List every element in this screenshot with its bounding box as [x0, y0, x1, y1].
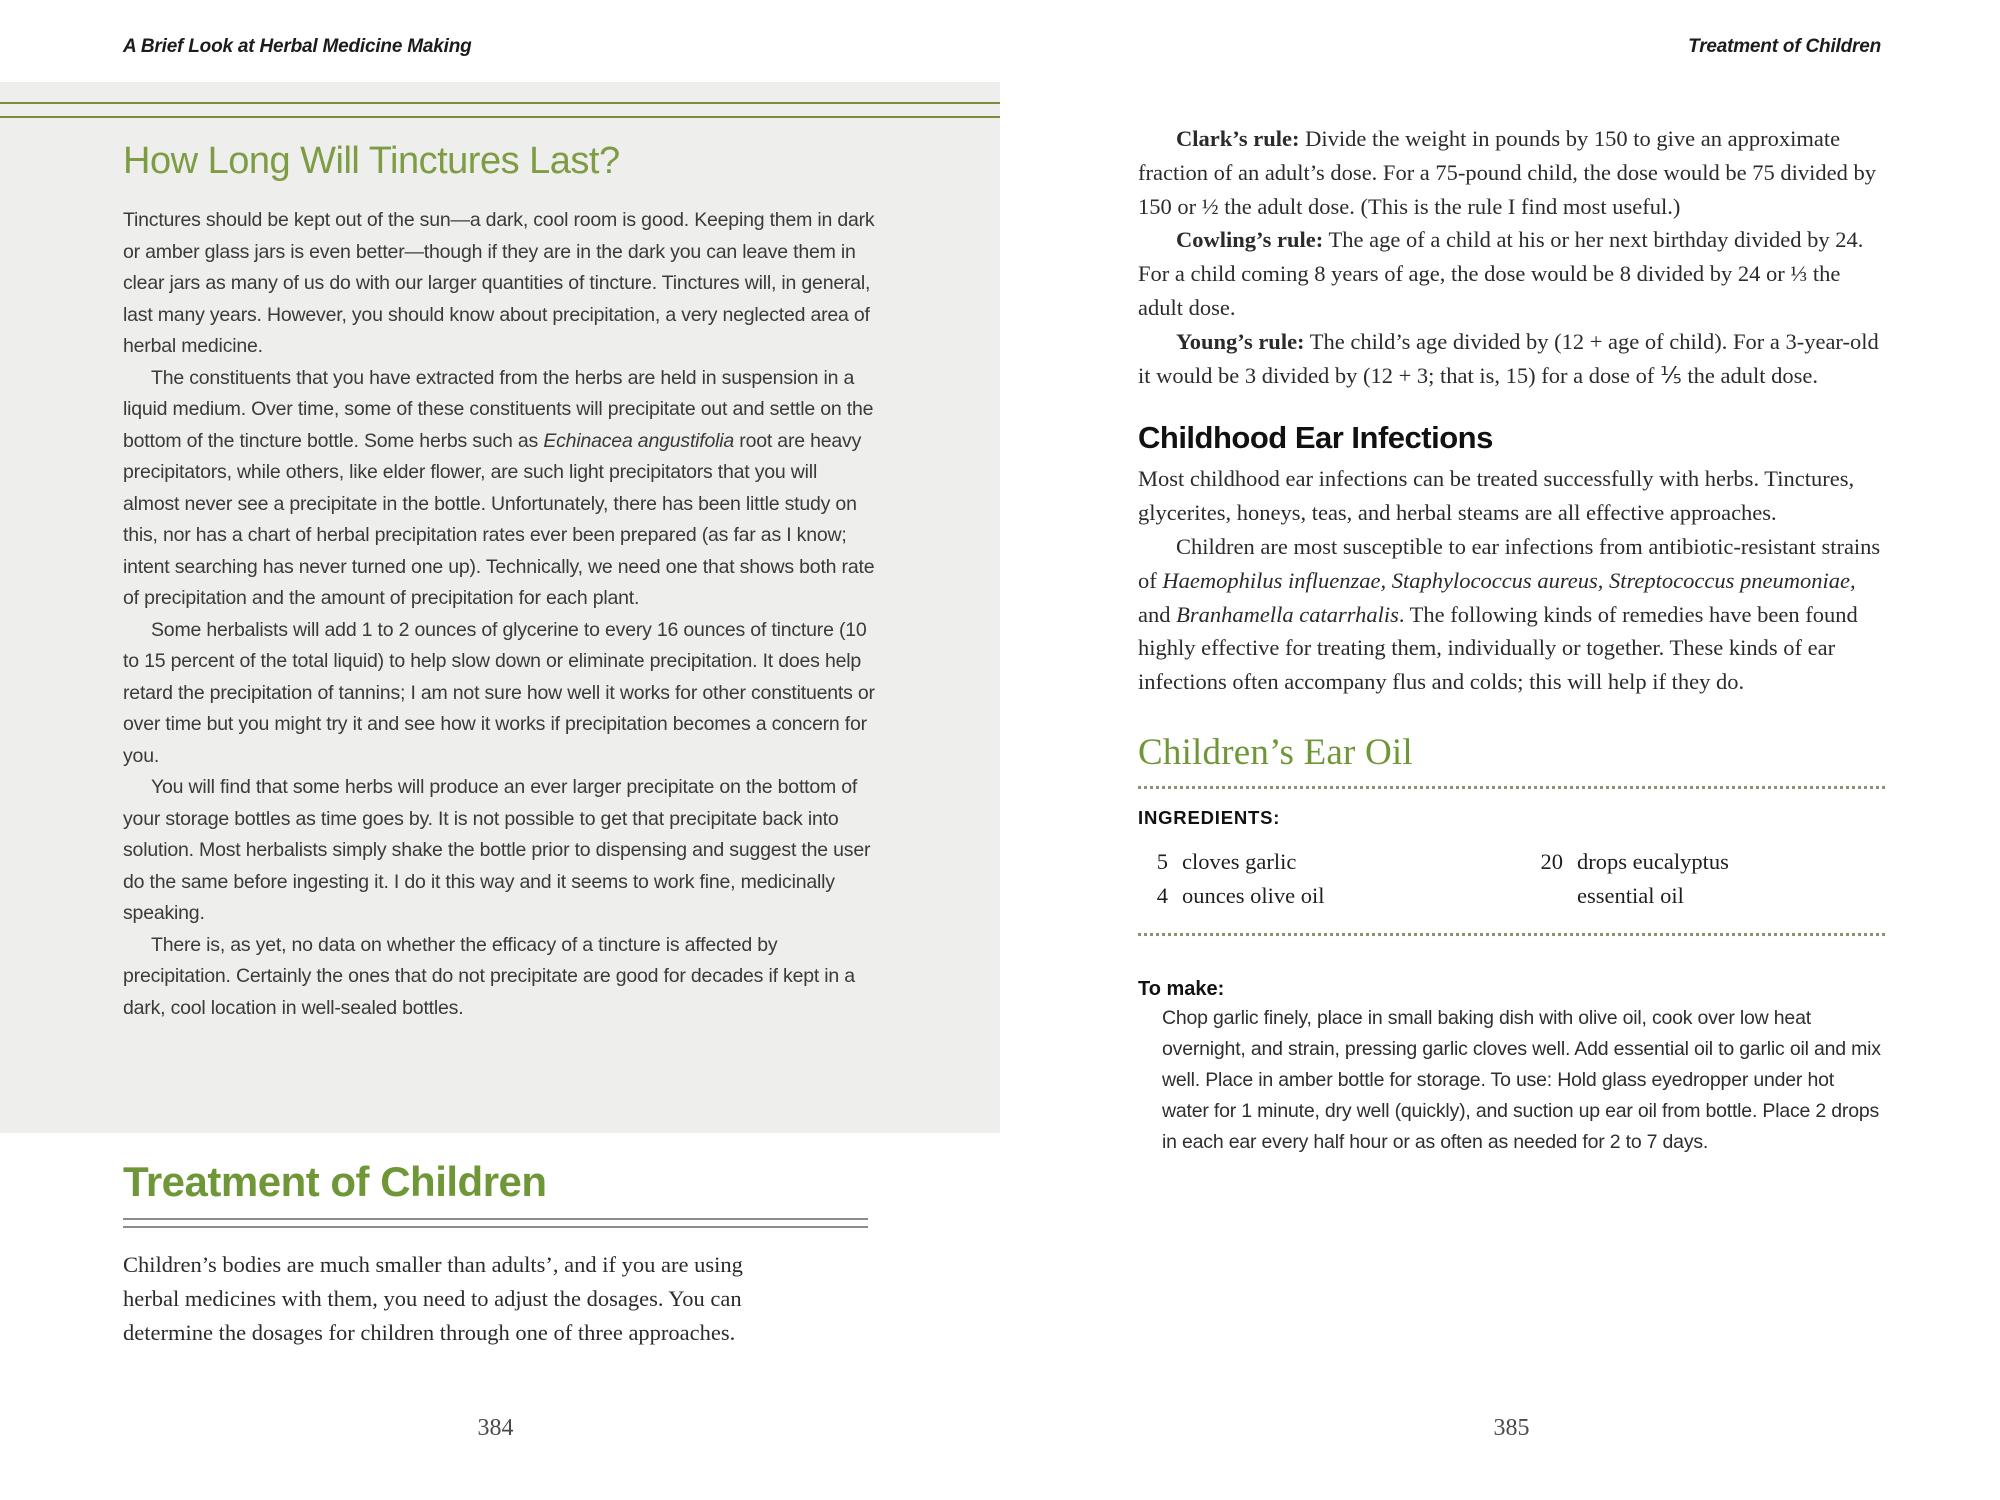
rule-label: Clark’s rule:: [1176, 126, 1300, 151]
box-paragraph-4: You will find that some herbs will produce an ever larger precipitate on the bottom of your storage bottles as time goes by. It is not possible to get that precipitate back into solution. Most herbalists simply shake the bottle prior to dispensing and suggest the user do the same before ingesting it. I do it this way and it seems to work fine, medicinally speaking.: [123, 776, 871, 924]
box-paragraph-3: Some herbalists will add 1 to 2 ounces of glycerine to every 16 ounces of tincture (10 to 15 percent of the total liquid) to help slow down or eliminate precipitation. It does help retard the precipitation of tannins; I am not sure how well it works for other constituents or over time but you might try it and see how it works if precipitation becomes a concern for you.: [123, 618, 875, 767]
recipe-heading: Children’s Ear Oil: [1138, 731, 1413, 773]
latin-name-italic: Branhamella catarrhalis: [1176, 601, 1399, 627]
rule-text: Divide the weight in pounds by 150 to give an approximate fraction of an adult’s dose. For a 75-pound child, the dose would be 75 divided by 150 or ½ the adult dose. (This is the rule I find most useful.): [1138, 126, 1876, 219]
latin-name-italic: Staphylococcus aureus,: [1391, 567, 1604, 593]
box-paragraph-2: [123, 363, 875, 615]
page-number-right: 385: [1493, 1415, 1530, 1441]
rule-text: The child’s age divided by (12 + age of child). For a 3-year-old it would be 3 divided by (12 + 3; that is, 15) for a dose of ⅕ the adult dose.: [1138, 328, 1879, 388]
dotted-divider-bottom: [1138, 933, 1885, 936]
rule-label: Young’s rule:: [1176, 328, 1305, 354]
clarks-rule-paragraph: [1138, 122, 1885, 223]
ear-infections-paragraph-2: [1138, 530, 1885, 699]
rule-text: The age of a child at his or her next birthday divided by 24. For a child coming 8 years of age, the dose would be 8 divided by 24 or ⅓ the adult dose.: [1138, 227, 1864, 320]
box-heading: How Long Will Tinctures Last?: [123, 140, 620, 182]
box-top-rules: [0, 102, 1000, 118]
to-make-label: To make:: [1138, 977, 1225, 1000]
chapter-heading: Treatment of Children: [123, 1158, 547, 1205]
ingredient-row: [1138, 879, 1523, 913]
running-head-right: Treatment of Children: [1688, 36, 1881, 57]
ingredient-qty: 4: [1156, 882, 1168, 908]
ingredients-list: [1138, 845, 1885, 913]
paragraph-text: . The following kinds of remedies have been found highly effective for treating them, individually or together. These kinds of ear infections often accompany flus and colds; this will help if they do.: [1138, 601, 1858, 695]
rule-label: Cowling’s rule:: [1176, 227, 1324, 253]
running-head-left: A Brief Look at Herbal Medicine Making: [123, 36, 472, 57]
youngs-rule-paragraph: [1138, 325, 1885, 393]
heading-double-rule: [123, 1218, 868, 1228]
right-column: [1138, 122, 1885, 1158]
ingredients-label: INGREDIENTS:: [1138, 806, 1281, 828]
ingredient-name: drops eucalyptus essential oil: [1577, 848, 1729, 908]
latin-name-italic: Echinacea angustifolia: [543, 429, 735, 452]
to-make-instructions: Chop garlic finely, place in small baking dish with olive oil, cook over low heat overnight, and strain, pressing garlic cloves well. Add essential oil to garlic oil and mix well. Place in amber bottle for storage. To use: Hold glass eyedropper under hot water for 1 minute, dry well (quickly), and suction up ear oil from bottle. Place 2 drops in each ear every half hour or as often as needed for 2 to 7 days.: [1162, 1006, 1881, 1153]
paragraph-text: and: [1138, 601, 1177, 627]
ingredient-name: ounces olive oil: [1182, 882, 1325, 908]
box-paragraph-5: There is, as yet, no data on whether the efficacy of a tincture is affected by precipitation. Certainly the ones that do not precipitate are good for decades if kept in a dark, cool location in well-sealed bottles.: [123, 933, 855, 1019]
ingredient-qty: 5: [1156, 848, 1168, 874]
paragraph-text: The constituents that you have extracted from the herbs are held in suspension in a liquid medium. Over time, some of these constituents will precipitate out and settle on the bottom of the tincture bottle. Some herbs such as: [123, 366, 874, 452]
ingredient-qty: 20: [1540, 848, 1563, 874]
dotted-divider-top: [1138, 786, 1885, 789]
page-right: [1000, 0, 2000, 1500]
paragraph-text: Children are most susceptible to ear infections from antibiotic-resistant strains of: [1138, 533, 1881, 593]
ingredient-row: [1138, 845, 1523, 879]
paragraph-text: root are heavy precipitators, while others, like elder flower, are such light precipitators that you will almost never see a precipitate in the bottle. Unfortunately, there has been little study on this, nor has a chart of herbal precipitation rates ever been prepared (as far as I know; intent searching has never turned one up). Technically, we need one that shows both rate of precipitation and the amount of precipitation for each plant.: [123, 429, 875, 609]
ingredients-column-left: [1138, 845, 1523, 913]
ear-infections-heading: Childhood Ear Infections: [1138, 420, 1493, 456]
ingredient-row: [1523, 845, 1885, 913]
ingredient-name: cloves garlic: [1182, 848, 1297, 874]
chapter-intro-paragraph: Children’s bodies are much smaller than adults’, and if you are using herbal medicines with them, you need to adjust the dosages. You can determine the dosages for children through one of three approaches.: [123, 1252, 743, 1345]
box-paragraph-1: Tinctures should be kept out of the sun—a dark, cool room is good. Keeping them in dark or amber glass jars is even better—though if they are in the dark you can leave them in clear jars as many of us do with our larger quantities of tincture. Tinctures will, in general, last many years. However, you should know about precipitation, a very neglected area of herbal medicine.: [123, 209, 875, 357]
tinctures-sidebar-box: [0, 82, 1000, 1133]
ear-infections-paragraph-1: Most childhood ear infections can be treated successfully with herbs. Tinctures, glycerites, honeys, teas, and herbal steams are all effective approaches.: [1138, 466, 1855, 526]
page-number-left: 384: [477, 1415, 514, 1441]
ingredients-column-right: [1523, 845, 1885, 913]
latin-name-italic: Streptococcus pneumoniae,: [1608, 567, 1856, 593]
box-content: [123, 140, 875, 1024]
cowlings-rule-paragraph: [1138, 223, 1885, 324]
latin-name-italic: Haemophilus influenzae,: [1162, 567, 1387, 593]
